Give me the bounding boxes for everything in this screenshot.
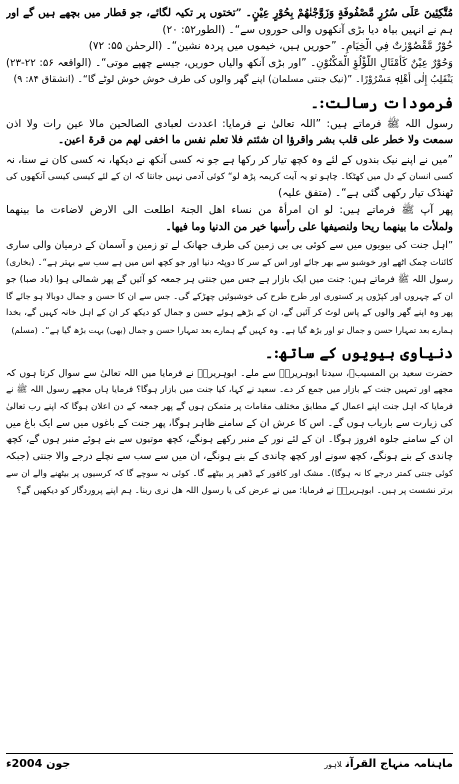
magazine-city: لاہور (324, 760, 342, 769)
paragraph-line: ولملأت ما بینھما ریحا ولنصیفھا علی رأسھا خیر من الدنیا وما فیھا۔ (165, 220, 453, 233)
prophetic-sayings-section (6, 116, 453, 339)
paragraph-line: ٹھنڈک تیار رکھی گئی ہے“۔ (متفق علیہ) (278, 187, 453, 200)
section-heading-worldly-wives: دنیاوی بیویوں کے ساتھ:۔ (264, 343, 453, 362)
paragraph-line: کائنات چمک اٹھے اور خوشبو سے بھر جائے اور اس کے سر کا دوپٹہ دنیا اور جو کچھ اس میں ہے سب سے بہتر ہے“۔ (بخاری) (6, 258, 453, 269)
section-heading-prophetic-sayings: فرمودات رسالت:۔ (310, 93, 453, 112)
paragraph-line: ”اہل جنت کی بیویوں میں سے کوئی بی بی زمین کی طرف جھانک لے تو زمین و آسمان کے درمیان والی ساری (6, 240, 453, 252)
paragraph-line: برتر نشست پر ہیں۔ ابوہریرہؓ نے فرمایا: میں نے عرض کی یا رسول اللہ ھل نری ربنا۔ ہم اپنے پروردگار کو دیکھیں گے؟ (16, 485, 453, 496)
paragraph-line: پھر آپ ﷺ فرماتے ہیں: لو ان امرأۃ من نساء اھل الجنۃ اطلعت الی الارض لاضاءت ما بینھما (6, 204, 453, 217)
paragraph-line: پھر وہ اپنے گھر والوں کے پاس لوٹ کر آئیں گے، ان کے بڑھے ہوئے حسن و جمال کو دیکھ کر ان کے اہل خانہ کہیں گے، بخدا (6, 308, 453, 319)
verse-line: يَنْقَلِبُ إِلٰى أَهْلِهٖ مَسْرُوْرًا۔ ”(نیک جنتی مسلمان) اپنے گھر والوں کی طرف خوش خوش لوٹے گا“۔ (انشقاق ۸۴: ۹) (13, 73, 453, 85)
paragraph-line: ”میں نے اپنے نیک بندوں کے لئے وہ کچھ تیار کر رکھا ہے جو نہ کسی آنکھ نے دیکھا، نہ کسی کان نے سنا، نہ (6, 153, 453, 166)
paragraph-line: ہمارے بعد تمہارا حسن و جمال تو اور بڑھ گیا ہے۔ وہ کہیں گے ہمارے بعد تمہارا حسن و جمال (بھی) بہت بڑھ گیا ہے“۔ (مسلم) (11, 324, 453, 335)
issue-date: جون 2004ء (6, 757, 71, 770)
paragraph-line: چاندی کے بنے ہونگے، کچھ سونے اور کچھ چاندی کے بنے ہونگے، ان میں سے سب سے نچلے درجے والا جنتی (جبکہ (6, 451, 453, 463)
verse-line: مُتَّكِئِينَ عَلَى سُرُرٍ مَّصْفُوفَةٍ وَزَوَّجْنٰهُمْ بِحُوْرٍ عِيْنٍ۔ ”تختوں پر تکیہ لگائے، جو قطار میں بچھے ہیں گے اور (6, 7, 453, 19)
paragraph-line: ان کے سامنے جلوہ افروز ہوگا۔ ان کے لئے نور کے منبر رکھے ہونگے، کچھ موتیوں سے بنے ہوئے منبر ہوں گے، کچھ (6, 434, 453, 446)
page-footer (6, 753, 453, 774)
verse-line: ہم نے انہیں بیاہ دیا بڑی آنکھوں والی حوروں سے“۔ (الطور۵۲: ۲۰) (162, 23, 453, 36)
paragraph-line: مجھے اور تمہیں جنت کے بازار میں جمع کر دے۔ سعید نے کہا، کیا جنت میں بازار ہوگا؟ فرمایا ہاں مجھے رسول اللہ ﷺ نے (6, 385, 453, 396)
verse-line: حُوْرٌ مَّقْصُوْرٰتٌ فِي الْخِيَامِ۔ ”حوریں ہیں، خیموں میں پردہ نشین“۔ (الرحمٰن ۵۵: ۷۲) (88, 40, 453, 53)
worldly-wives-section (6, 366, 453, 500)
magazine-name: ماہنامہ منہاج القرآنلاہور (324, 757, 453, 770)
document-page (6, 5, 453, 774)
quran-verses-section (6, 5, 453, 89)
paragraph-line: رسول اللہ ﷺ فرماتے ہیں: ”اللہ تعالیٰ نے فرمایا: اعددت لعبادی الصالحین مالا عین رات ولا اذن (6, 117, 453, 130)
paragraph-line: کوئی جنتی کمتر درجے کا نہ ہوگا)۔ مشک اور کافور کے ڈھیر پر بیٹھے گا۔ کوئی نہ سوچے گا کہ کرسیوں پر بیٹھنے والے ان سے (6, 468, 453, 479)
paragraph-line: حضرت سعید بن المسیبؓ، سیدنا ابوہریرہؓ سے ملے۔ ابوہریرہؓ نے فرمایا میں اللہ تعالیٰ سے سوال کرتا ہوں کہ (6, 367, 453, 379)
paragraph-line: کسی انسان کے دل میں کھٹکا۔ چاہو تو یہ آیت کریمہ پڑھ لو“ کوئی آدمی نہیں جانتا کہ ان کے لئے کیسی کیسی آنکھوں کی (6, 171, 453, 182)
paragraph-line: ان کے چہروں اور کپڑوں پر کستوری اور طرح طرح کی خوشبوئیں چھڑکے گی۔ جس سے ان کا حسن و جمال دوبالا ہو جائے گا (6, 291, 453, 302)
paragraph-line: سمعت ولا خطر علی قلب بشر واقرؤا ان شئتم فلا تعلم نفس ما اخفی لھم من قرۃ اعین۔ (57, 134, 453, 147)
paragraph-line: کی زیارت سے باریاب ہوں گے۔ اس کا عرش ان کے سامنے ظاہر ہوگا، پھر جنت کے باغوں میں سے ایک باغ میں (6, 417, 453, 429)
verse-line: وَحُوْرٌ عِيْنٌ كَأَمْثَالِ اللُّؤْلُؤِ الْمَكْنُوْنِ۔ ”اور بڑی آنکھ والیاں حوریں، جیسے چھپے موتی“۔ (الواقعہ ۵۶: ۲۲-۲۳) (6, 57, 453, 70)
paragraph-line: فرمایا کہ اہل جنت اپنے اعمال کے مطابق مختلف مقامات پر متمکن ہوں گے پھر جمعہ کے دن اعلان ہوگا کہ اپنے رب تعالیٰ (6, 402, 453, 413)
paragraph-line: رسول اللہ ﷺ فرماتے ہیں: جنت میں ایک بازار ہے جس میں جنتی ہر جمعہ کو آئیں گے پھر شمالی ہوا (باد صبا) جو (6, 273, 453, 285)
